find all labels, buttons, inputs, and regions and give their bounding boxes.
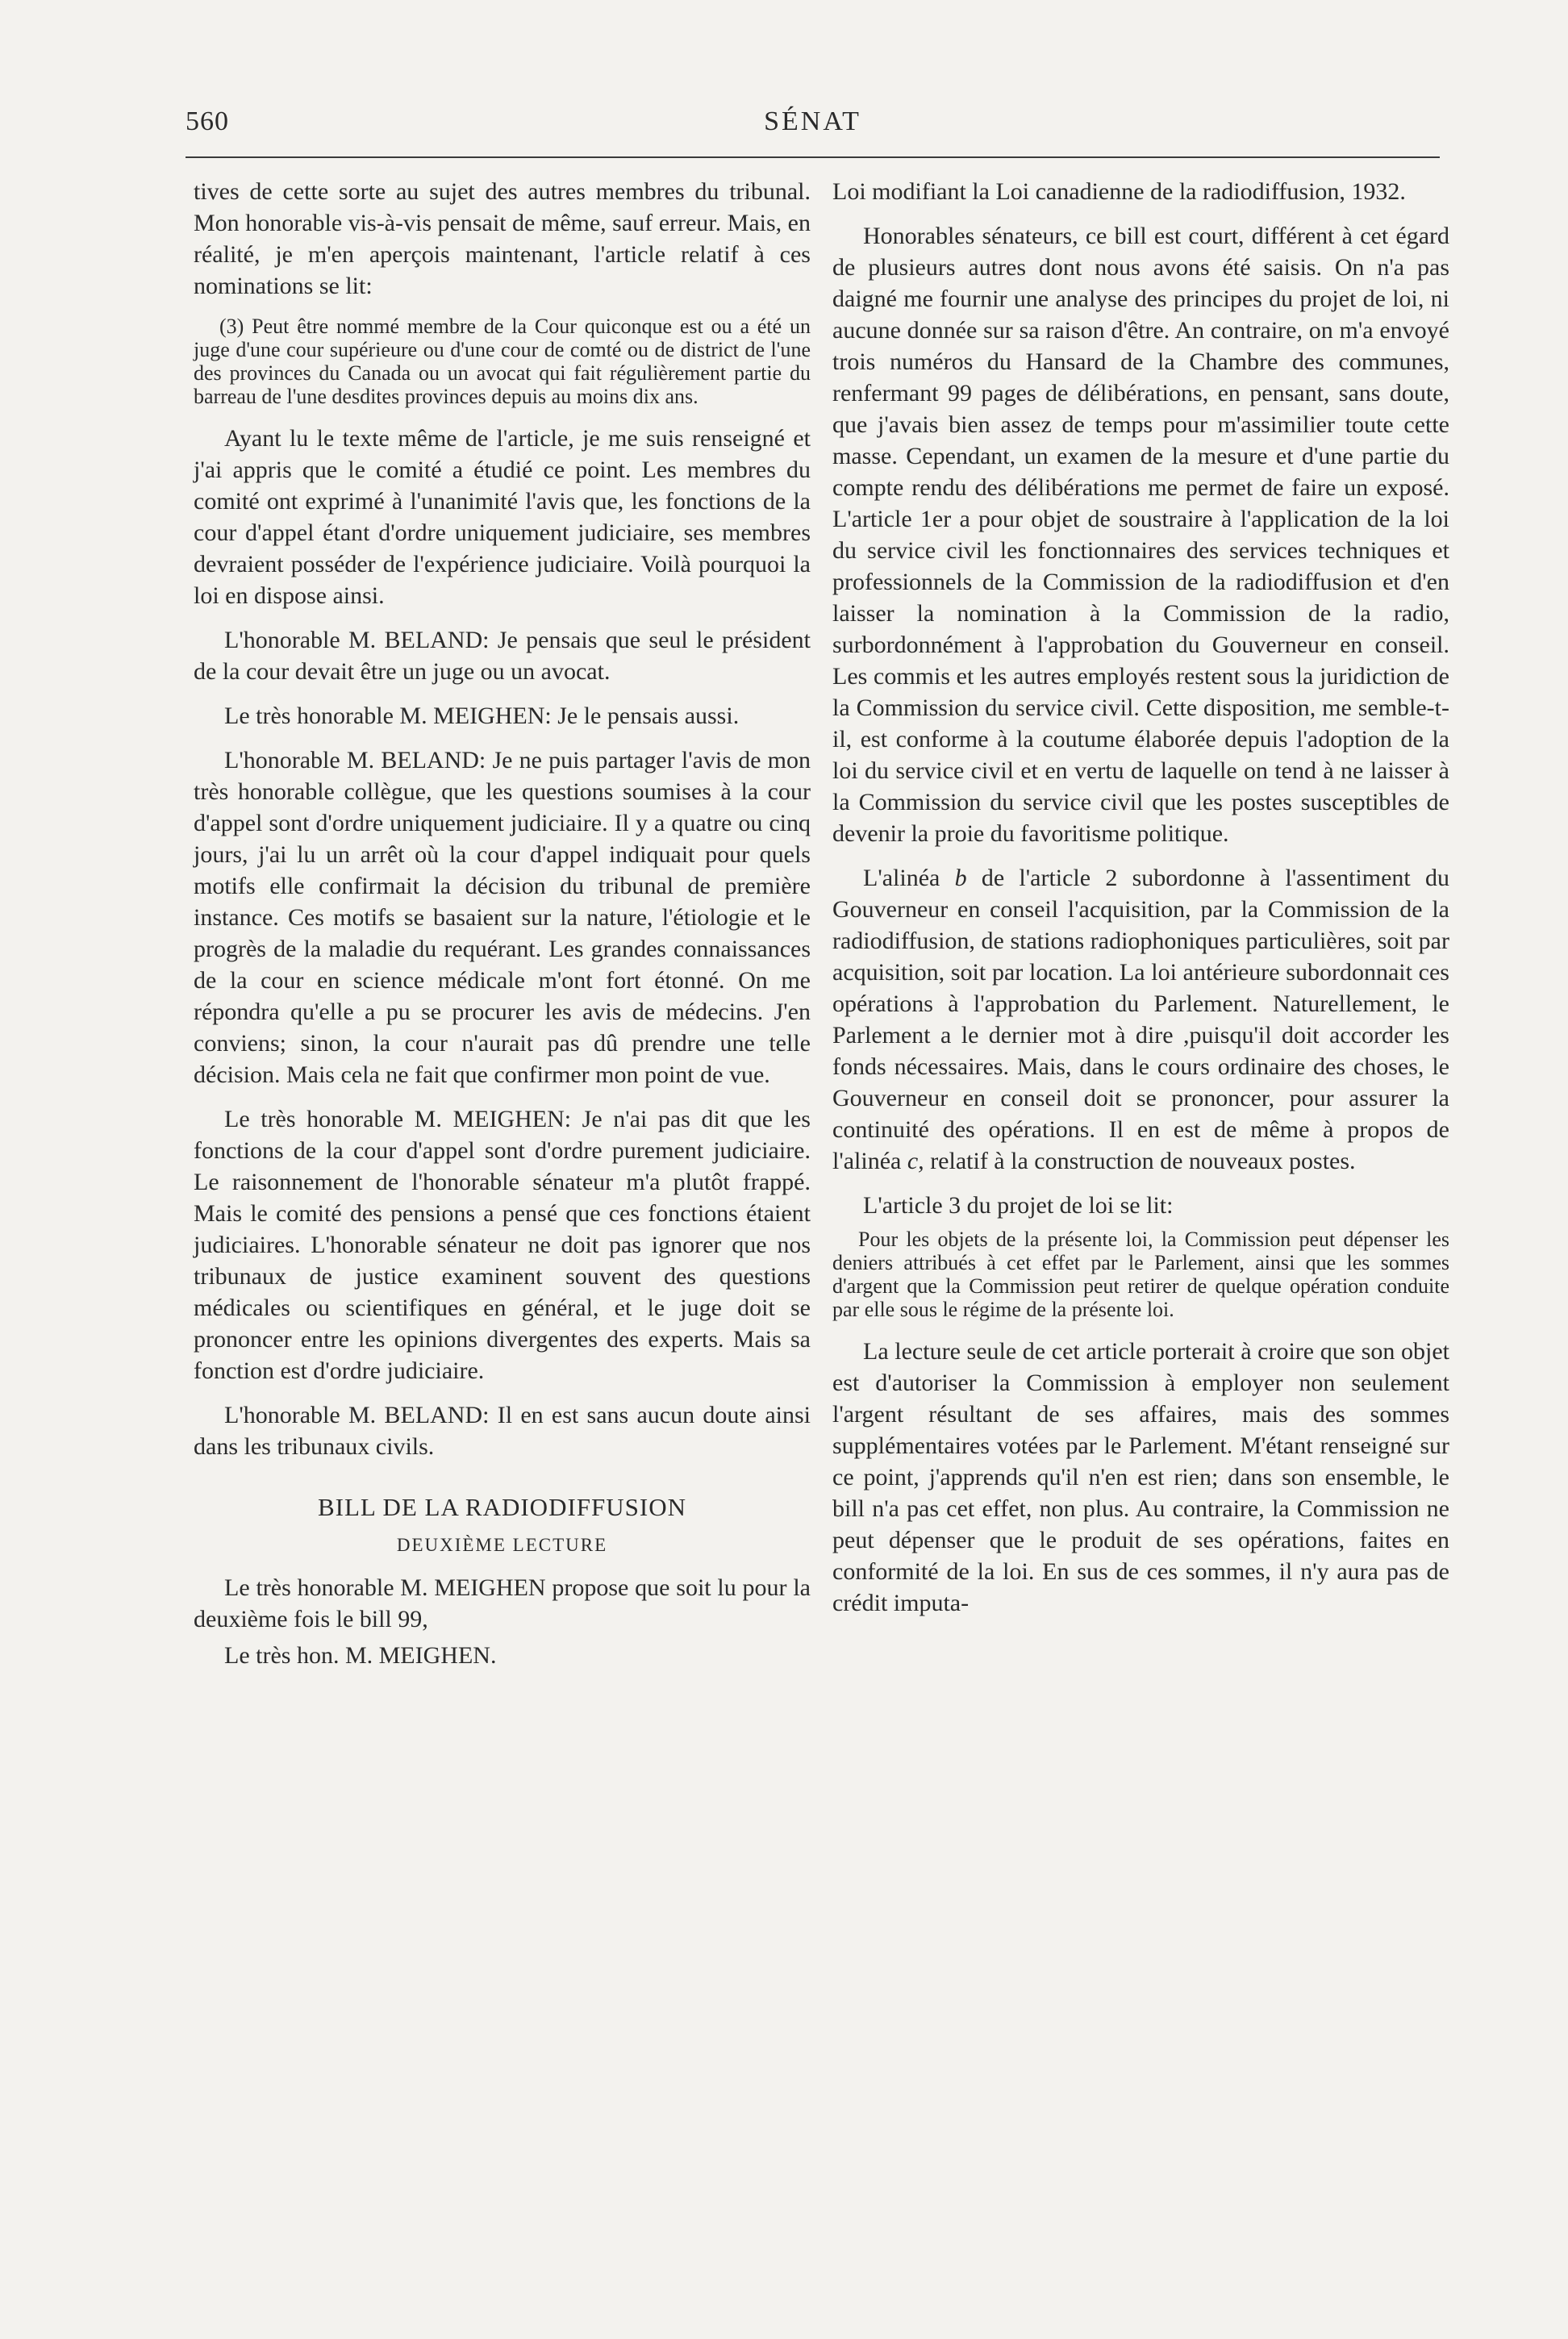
paragraph: tives de cette sorte au sujet des autres membres du tribunal. Mon honorable vis-à-vis pensait de même, sauf erreur. Mais, en réalité, je m'en aperçois maintenant, l'article relatif à ces nominations se lit: [194, 178, 811, 299]
italic-letter: b [954, 865, 967, 891]
page-number: 560 [186, 106, 229, 136]
paragraph: L'honorable M. BELAND: Il en est sans aucun doute ainsi dans les tribunaux civils. [194, 1402, 811, 1460]
text-run: relatif à la construction de nouveaux postes. [924, 1148, 1356, 1174]
paragraph: Le très honorable M. MEIGHEN: Je le pensais aussi. [224, 703, 740, 729]
paragraph: L'article 3 du projet de loi se lit: [863, 1192, 1174, 1219]
quoted-article: Pour les objets de la présente loi, la Commission peut dépenser les deniers attribués à cet effet par le Parlement, ainsi que les sommes d'argent que la Commission peut retirer de quelque opération conduite par elle sous le régime de la présente loi. [832, 1228, 1449, 1321]
section-subtitle: DEUXIÈME LECTURE [396, 1535, 608, 1555]
speaker-line: Le très hon. M. MEIGHEN. [224, 1642, 497, 1669]
left-column [194, 176, 811, 1684]
paragraph [832, 862, 1449, 1177]
paragraph: L'honorable M. BELAND: Je pensais que seul le président de la cour devait être un juge ou un avocat. [194, 627, 811, 685]
quoted-article: (3) Peut être nommé membre de la Cour quiconque est ou a été un juge d'une cour supérieure ou d'une cour de comté ou de district de l'une des provinces du Canada ou un avocat qui fait régulièrement partie du barreau de l'une desdites provinces depuis au moins dix ans. [194, 315, 811, 408]
paragraph: L'honorable M. BELAND: Je ne puis partager l'avis de mon très honorable collègue, que les questions soumises à la cour d'appel sont d'ordre uniquement judiciaire. Il y a quatre ou cinq jours, j'ai lu un arrêt où la cour d'appel indiquait pour quels motifs elle confirmait la décision du tribunal de première instance. Ces motifs se basaient sur la nature, l'étiologie et le progrès de la maladie du requérant. Les grandes connaissances de la cour en science médicale m'ont fort étonné. On me répondra qu'elle a pu se procurer les avis de médecins. J'en conviens; sinon, la cour n'aurait pas dû prendre une telle décision. Mais cela ne fait que confirmer mon point de vue. [194, 747, 811, 1088]
paragraph: Ayant lu le texte même de l'article, je me suis renseigné et j'ai appris que le comité a étudié ce point. Les membres du comité ont exprimé à l'unanimité l'avis que, les fonctions de la cour d'appel étant d'ordre uniquement judiciaire, ses membres devraient posséder de l'expérience judiciaire. Voilà pourquoi la loi en dispose ainsi. [194, 425, 811, 609]
header-rule [186, 156, 1440, 158]
paragraph: Le très honorable M. MEIGHEN propose que soit lu pour la deuxième fois le bill 99, [194, 1574, 811, 1632]
paragraph: Loi modifiant la Loi canadienne de la radiodiffusion, 1932. [832, 178, 1406, 205]
page-header [186, 106, 1440, 147]
text-run: de l'article 2 subordonne à l'assentiment du Gouverneur en conseil l'acquisition, par la Commission de la radiodiffusion, de stations radiophoniques particulières, soit par acquisition, soit par location. La loi antérieure subordonnait ces opérations à l'approbation du Parlement. Naturellement, le Parlement a le dernier mot à dire ,puisqu'il doit accorder les fonds nécessaires. Mais, dans le cours ordinaire des choses, le Gouverneur en conseil doit se prononcer, pour assurer la continuité des opérations. Il en est de même à propos de l'alinéa [832, 865, 1449, 1174]
italic-letter: c, [907, 1148, 924, 1174]
running-title: SÉNAT [764, 106, 861, 136]
paragraph: Le très honorable M. MEIGHEN: Je n'ai pas dit que les fonctions de la cour d'appel sont d'ordre purement judiciaire. Le raisonnement de l'honorable sénateur m'a plutôt frappé. Mais le comité des pensions a pensé que ces fonctions étaient judiciaires. L'honorable sénateur ne doit pas ignorer que nos tribunaux de justice examinent souvent des questions médicales ou scientifiques en général, et le juge doit se prononcer entre les opinions divergentes des experts. Mais sa fonction est d'ordre judiciaire. [194, 1106, 811, 1384]
text-run: L'alinéa [863, 865, 955, 891]
paragraph: La lecture seule de cet article porterait à croire que son objet est d'autoriser la Commission à employer non seulement l'argent résultant de ses affaires, mais des sommes supplémentaires votées par le Parlement. M'étant renseigné sur ce point, j'apprends qu'il n'en est rien; dans son ensemble, le bill n'a pas cet effet, non plus. Au contraire, la Commission ne peut dépenser que le produit de ses opérations, faites en conformité de la loi. En sus de ces sommes, il n'y aura pas de crédit imputa- [832, 1338, 1449, 1616]
right-column [832, 176, 1449, 1632]
section-title: BILL DE LA RADIODIFFUSION [318, 1493, 686, 1521]
paragraph: Honorables sénateurs, ce bill est court, différent à cet égard de plusieurs autres dont nous avons été saisis. On n'a pas daigné me fournir une analyse des principes du projet de loi, ni aucune donnée sur sa raison d'être. An contraire, on m'a envoyé trois numéros du Hansard de la Chambre des communes, renfermant 99 pages de délibérations, en pensant, sans doute, que j'avais bien assez de temps pour m'assimilier toute cette masse. Cependant, un examen de la mesure et d'une partie du compte rendu des délibérations me permet de faire un exposé. L'article 1er a pour objet de soustraire à l'application de la loi du service civil les fonctionnaires des services techniques et professionnels de la Commission de la radiodiffusion et d'en laisser la nomination à la Commission de la radio, surbordonnément à l'approbation du Gouverneur en conseil. Les commis et les autres employés restent sous la juridiction de la Commission du service civil. Cette disposition, me semble-t-il, est conforme à la coutume élaborée depuis l'adoption de la loi du service civil et en vertu de laquelle on tend à ne laisser à la Commission du service civil que les postes susceptibles de devenir la proie du favoritisme politique. [832, 223, 1449, 847]
